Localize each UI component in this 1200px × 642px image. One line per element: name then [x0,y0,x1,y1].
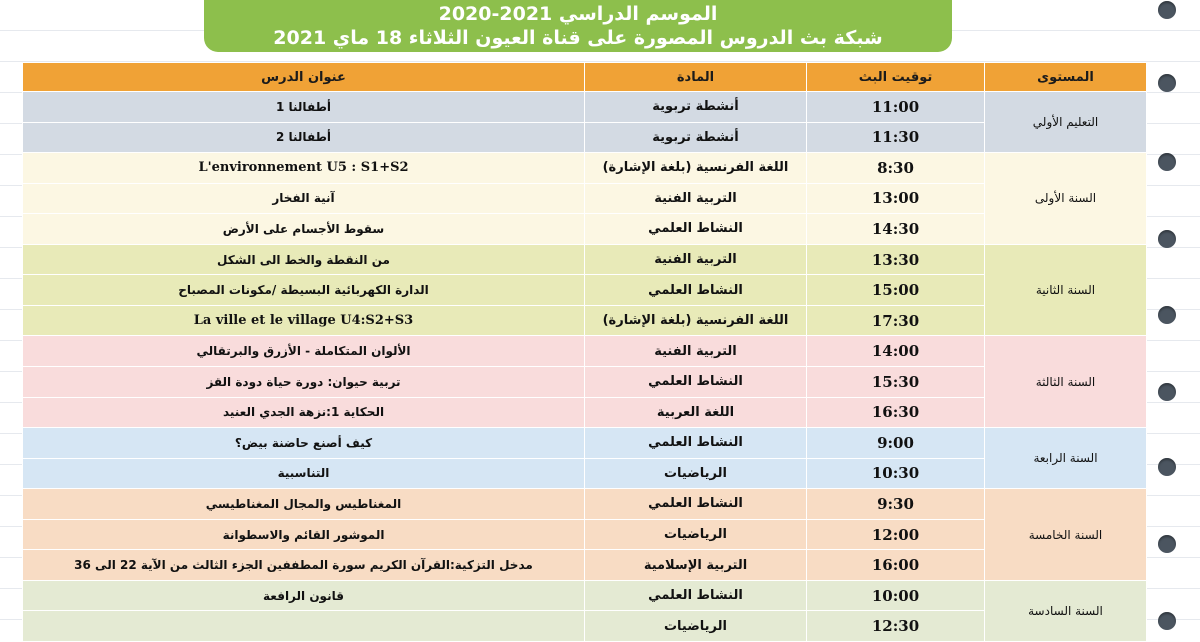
time-cell: 16:30 [807,397,985,428]
binder-hole-icon [1158,535,1176,553]
level-cell: التعليم الأولي [985,92,1147,153]
level-group-year-4 [23,428,1147,489]
time-cell: 10:30 [807,458,985,489]
subject-cell: النشاط العلمي [585,275,807,306]
level-group-year-6 [23,580,1147,641]
subject-cell: الرياضيات [585,458,807,489]
schedule-subtitle: شبكة بث الدروس المصورة على قناة العيون الثلاثاء 18 ماي 2021 [273,27,883,49]
subject-cell: التربية الإسلامية [585,550,807,581]
table-row [23,397,1147,428]
lesson-cell: سقوط الأجسام على الأرض [23,214,585,245]
level-cell: السنة الثانية [985,244,1147,336]
subject-cell: الرياضيات [585,611,807,642]
time-cell: 12:00 [807,519,985,550]
lesson-cell: La ville et le village U4:S2+S3 [23,305,585,336]
subject-cell: التربية الفنية [585,183,807,214]
time-cell: 12:30 [807,611,985,642]
table-row [23,244,1147,275]
lesson-cell: تربية حيوان: دورة حياة دودة القز [23,366,585,397]
subject-cell: اللغة الفرنسية (بلغة الإشارة) [585,305,807,336]
lesson-cell: أطفالنا 1 [23,92,585,123]
broadcast-schedule-table [22,62,1147,642]
level-group-year-3 [23,336,1147,428]
subject-cell: النشاط العلمي [585,214,807,245]
subject-cell: التربية الفنية [585,244,807,275]
subject-cell: الرياضيات [585,519,807,550]
time-cell: 14:30 [807,214,985,245]
lesson-cell: قانون الرافعة [23,580,585,611]
table-row [23,122,1147,153]
time-cell: 15:30 [807,366,985,397]
lesson-cell: مدخل التزكية:القرآن الكريم سورة المطففين الجزء الثالث من الآية 22 الى 36 [23,550,585,581]
subject-cell: اللغة العربية [585,397,807,428]
subject-cell: أنشطة تربوية [585,122,807,153]
header-lesson: عنوان الدرس [23,63,585,92]
time-cell: 11:00 [807,92,985,123]
binder-hole-icon [1158,1,1176,19]
level-group-year-2 [23,244,1147,336]
subject-cell: النشاط العلمي [585,489,807,520]
subject-cell: التربية الفنية [585,336,807,367]
level-group-year-5 [23,489,1147,581]
level-cell: السنة الثالثة [985,336,1147,428]
lesson-cell: آنية الفخار [23,183,585,214]
table-row [23,92,1147,123]
level-cell: السنة السادسة [985,580,1147,641]
header-level: المستوى [985,63,1147,92]
header-subject: المادة [585,63,807,92]
binder-holes [1158,0,1180,630]
time-cell: 13:00 [807,183,985,214]
lesson-cell: الحكاية 1:نزهة الجدي العنيد [23,397,585,428]
time-cell: 15:00 [807,275,985,306]
header-time: توقيت البث [807,63,985,92]
lesson-cell: المغناطيس والمجال المغناطيسي [23,489,585,520]
season-title: الموسم الدراسي 2021-2020 [438,3,718,25]
table-row [23,153,1147,184]
table-row [23,305,1147,336]
lesson-cell: الموشور القائم والاسطوانة [23,519,585,550]
binder-hole-icon [1158,458,1176,476]
time-cell: 13:30 [807,244,985,275]
level-group-year-1 [23,153,1147,245]
binder-hole-icon [1158,306,1176,324]
time-cell: 14:00 [807,336,985,367]
table-row [23,275,1147,306]
time-cell: 10:00 [807,580,985,611]
table-row [23,489,1147,520]
table-row [23,428,1147,459]
level-cell: السنة الأولى [985,153,1147,245]
lesson-cell [23,611,585,642]
table-row [23,611,1147,642]
lesson-cell: التناسبية [23,458,585,489]
time-cell: 17:30 [807,305,985,336]
table-header-row [23,63,1147,92]
subject-cell: أنشطة تربوية [585,92,807,123]
table-row [23,366,1147,397]
table-row [23,214,1147,245]
lesson-cell: L'environnement U5 : S1+S2 [23,153,585,184]
binder-hole-icon [1158,612,1176,630]
table-row [23,580,1147,611]
level-cell: السنة الخامسة [985,489,1147,581]
table-row [23,458,1147,489]
lesson-cell: من النقطة والخط الى الشكل [23,244,585,275]
subject-cell: النشاط العلمي [585,580,807,611]
time-cell: 9:00 [807,428,985,459]
time-cell: 9:30 [807,489,985,520]
lesson-cell: الدارة الكهربائية البسيطة /مكونات المصباح [23,275,585,306]
level-group-kindergarten [23,92,1147,153]
title-banner [204,0,952,52]
binder-hole-icon [1158,230,1176,248]
table-row [23,519,1147,550]
time-cell: 16:00 [807,550,985,581]
level-cell: السنة الرابعة [985,428,1147,489]
binder-hole-icon [1158,74,1176,92]
subject-cell: اللغة الفرنسية (بلغة الإشارة) [585,153,807,184]
subject-cell: النشاط العلمي [585,428,807,459]
table-row [23,550,1147,581]
table-row [23,183,1147,214]
binder-hole-icon [1158,153,1176,171]
binder-hole-icon [1158,383,1176,401]
lesson-cell: كيف أصنع حاضنة بيض؟ [23,428,585,459]
subject-cell: النشاط العلمي [585,366,807,397]
lesson-cell: الألوان المتكاملة - الأزرق والبرتقالي [23,336,585,367]
time-cell: 11:30 [807,122,985,153]
lesson-cell: أطفالنا 2 [23,122,585,153]
time-cell: 8:30 [807,153,985,184]
table-row [23,336,1147,367]
